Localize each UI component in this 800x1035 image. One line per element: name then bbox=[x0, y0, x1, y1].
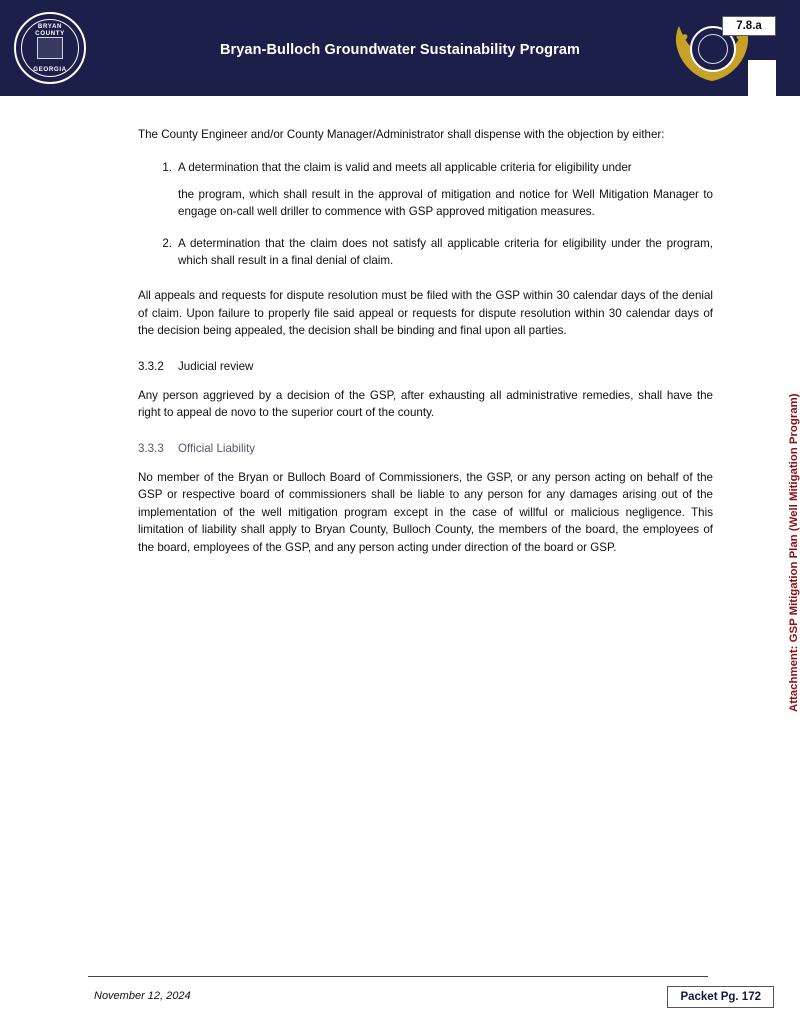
section-body-3-3-2: Any person aggrieved by a decision of the GSP, after exhausting all administrative remedies, shall have the right to appeal de novo to the superior court of the county. bbox=[138, 388, 713, 420]
section-heading-3-3-2 bbox=[138, 358, 713, 375]
section-number: 3.3.2 bbox=[138, 359, 164, 373]
seal-bottom-text: GEORGIA bbox=[33, 66, 67, 73]
list-item-number: 1. bbox=[162, 161, 172, 175]
header-title: Bryan-Bulloch Groundwater Sustainability Program bbox=[219, 42, 581, 58]
section-title: Official Liability bbox=[178, 441, 256, 455]
list-item-text: A determination that the claim does not satisfy all applicable criteria for eligibility under the program, which shall result in a final denial of claim. bbox=[178, 236, 713, 267]
seal-top-text: BRYAN COUNTY bbox=[35, 23, 65, 37]
list-item-text: A determination that the claim is valid and meets all applicable criteria for eligibility under bbox=[178, 161, 632, 175]
page-header bbox=[0, 0, 800, 96]
section-title: Judicial review bbox=[178, 359, 254, 373]
document-body bbox=[138, 126, 713, 570]
footer-divider bbox=[88, 976, 708, 977]
packet-page-badge: Packet Pg. 172 bbox=[667, 986, 774, 1008]
section-number: 3.3.3 bbox=[138, 441, 164, 455]
list-item bbox=[162, 235, 713, 270]
agenda-item-tag: 7.8.a bbox=[722, 16, 776, 36]
attachment-side-label bbox=[772, 340, 800, 720]
list-item-subtext: the program, which shall result in the approval of mitigation and notice for Well Mitigation Manager to engage on-call well driller to commence with GSP approved mitigation measures. bbox=[178, 187, 713, 219]
attachment-side-label-text: Attachment: GSP Mitigation Plan (Well Mitigation Program) bbox=[788, 393, 800, 712]
list-item-number: 2. bbox=[162, 236, 172, 250]
header-white-notch bbox=[748, 60, 776, 96]
section-heading-3-3-3 bbox=[138, 440, 713, 457]
appeals-paragraph: All appeals and requests for dispute resolution must be filed with the GSP within 30 calendar days of the denial of claim. Upon failure to properly file said appeal or requests for dispute resolution within 30 calendar days of the decision being appealed, the decision shall be binding and final upon all parties. bbox=[138, 289, 713, 338]
footer-date: November 12, 2024 bbox=[94, 990, 191, 1002]
section-body-3-3-3: No member of the Bryan or Bulloch Board of Commissioners, the GSP, or any person acting on behalf of the GSP or respective board of commissioners shall be liable to any person for any damages arising out of the implementation of the well mitigation program except in the case of willful or malicious negligence. This limitation of liability shall apply to Bryan County, Bulloch County, the members of the board, the employees of the board, employees of the GSP, and any person acting under direction of the board or GSP. bbox=[138, 471, 713, 554]
list-item bbox=[162, 159, 713, 220]
claims-list bbox=[138, 159, 713, 269]
lead-paragraph: The County Engineer and/or County Manager/Administrator shall dispense with the objection by either: bbox=[138, 128, 665, 141]
